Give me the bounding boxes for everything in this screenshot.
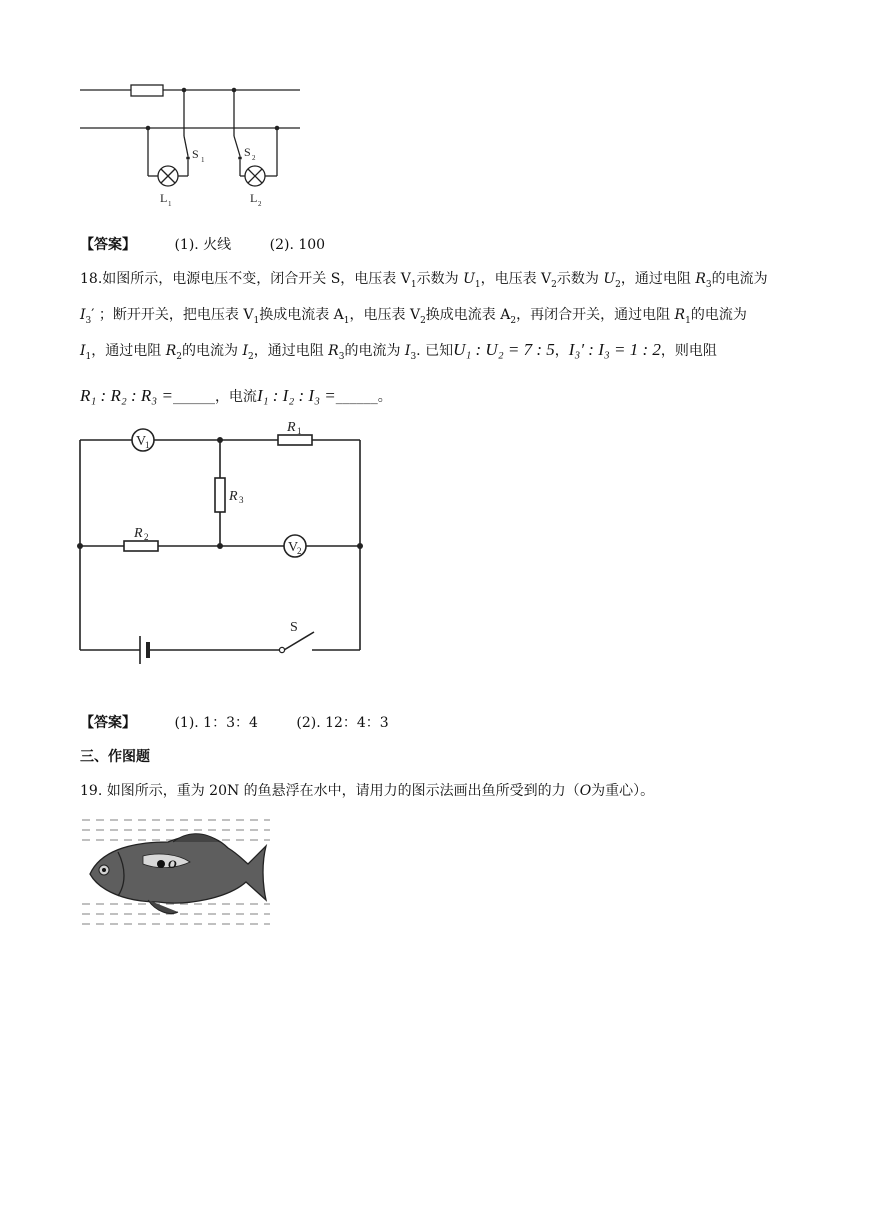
q18-text: ，则电阻 (660, 343, 717, 359)
q18-text: ，电流 (214, 389, 257, 405)
answer-blank-2[interactable]: ______ (335, 389, 378, 405)
v1-label: V (136, 434, 147, 449)
ratio-u: U₁ : U₂ = 7 : 5 (453, 340, 555, 359)
q18-line-1 (80, 268, 768, 290)
s2-sub: 2 (252, 154, 256, 162)
q18-var: R (674, 307, 686, 323)
q18-text: ′ ；断开开关，把电压表 V (91, 307, 254, 323)
answer-18 (80, 712, 389, 732)
q18-sub: 3 (338, 351, 345, 362)
q18-sub: 3 (705, 279, 712, 290)
q18-sub: 2 (420, 315, 426, 326)
answer-label: 【答案】 (80, 715, 136, 731)
answer-part-1: (1). 火线 (174, 237, 232, 253)
q18-var: I (404, 343, 411, 359)
q18-sub: 2 (247, 351, 254, 362)
l2-label: L (250, 191, 258, 205)
answer-part-2: (2). 100 (269, 237, 326, 253)
fish-figure (78, 812, 274, 934)
q18-sub: 3 (85, 315, 92, 326)
q18-text: ， (554, 343, 569, 359)
v2-label: V (288, 540, 299, 555)
q18-text: 的电流为 (344, 343, 405, 359)
q18-var: R (328, 343, 339, 359)
q18-text: . 已知 (416, 343, 454, 359)
q19-text-b: 为重心）。 (591, 783, 655, 799)
v2-sub: 2 (297, 546, 302, 556)
q18-sub: 1 (85, 351, 92, 362)
r2-label: R (134, 526, 143, 541)
q18-sub: 3 (410, 351, 417, 362)
q18-text: 的电流为 (711, 271, 768, 287)
l1-label: L (160, 191, 168, 205)
r1-sub: 1 (297, 426, 302, 436)
q18-sub: 2 (176, 351, 182, 362)
q18-var: R (695, 271, 706, 287)
q18-sub: 2 (510, 315, 517, 326)
q18-text: ，通过电阻 (620, 271, 696, 287)
ratio-i3: I₃′ : I₃ = 1 : 2 (568, 340, 661, 359)
q18-line-4 (80, 386, 392, 406)
q18-sub: 1 (343, 315, 350, 326)
switch-label: S (290, 620, 298, 635)
ratio-i: I₁ : I₂ : I₃ = (256, 386, 336, 405)
q18-text: 如图所示，电源电压不变，闭合开关 S，电压表 V (102, 271, 411, 287)
q18-text: ，通过电阻 (253, 343, 329, 359)
q18-text: 示数为 (416, 271, 464, 287)
q19-text (80, 780, 654, 800)
q18-text: 。 (377, 389, 392, 405)
q18-text: 换成电流表 A (259, 307, 344, 323)
q18-line-3 (80, 340, 717, 362)
q18-number: 18. (80, 271, 103, 287)
q18-text: ，电压表 V (349, 307, 421, 323)
r3-sub: 3 (239, 495, 244, 505)
center-of-gravity-dot (157, 860, 165, 868)
q18-sub: 1 (474, 279, 481, 290)
q18-text: ，再闭合开关，通过电阻 (516, 307, 675, 323)
q18-text: 的电流为 (690, 307, 747, 323)
answer-blank-1[interactable]: ______ (172, 389, 215, 405)
q18-sub: 1 (410, 279, 417, 290)
r3-label: R (229, 489, 238, 504)
s2-label: S (244, 145, 251, 159)
q18-sub: 1 (253, 315, 260, 326)
answer-label: 【答案】 (80, 237, 136, 253)
v1-sub: 1 (145, 440, 150, 450)
l2-sub: 2 (258, 200, 262, 208)
q18-text: ，电压表 V (480, 271, 552, 287)
r1-label: R (287, 420, 296, 435)
q18-sub: 2 (615, 279, 621, 290)
l1-sub: 1 (168, 200, 172, 208)
q18-text: 的电流为 (182, 343, 243, 359)
section-title: 三、作图题 (80, 749, 150, 765)
q19-var: O (579, 783, 592, 799)
q18-sub: 2 (551, 279, 557, 290)
answer-17 (80, 234, 325, 254)
q18-text: ，通过电阻 (91, 343, 166, 359)
s1-sub: 1 (201, 156, 205, 164)
answer-part-2: (2). 12：4：3 (296, 715, 389, 731)
q19-text-a: 19. 如图所示，重为 20N 的鱼悬浮在水中，请用力的图示法画出鱼所受到的力（ (80, 783, 580, 799)
r2-sub: 2 (144, 532, 149, 542)
center-of-gravity-label: O (168, 857, 177, 871)
q18-var: I (80, 307, 86, 323)
q18-var: I (242, 343, 248, 359)
q18-var: R (165, 343, 177, 359)
q18-circuit-diagram (72, 420, 372, 675)
answer-part-1: (1). 1：3：4 (174, 715, 258, 731)
q18-var: U (603, 271, 616, 287)
q18-sub: 1 (685, 315, 691, 326)
q18-var: I (80, 343, 86, 359)
q18-var: U (463, 271, 475, 287)
ratio-r: R₁ : R₂ : R₃ = (80, 386, 173, 405)
s1-label: S (192, 147, 199, 161)
lamp-circuit-figure (78, 78, 308, 213)
q18-line-2 (80, 304, 747, 326)
q18-text: 换成电流表 A (425, 307, 511, 323)
q18-text: 示数为 (556, 271, 604, 287)
